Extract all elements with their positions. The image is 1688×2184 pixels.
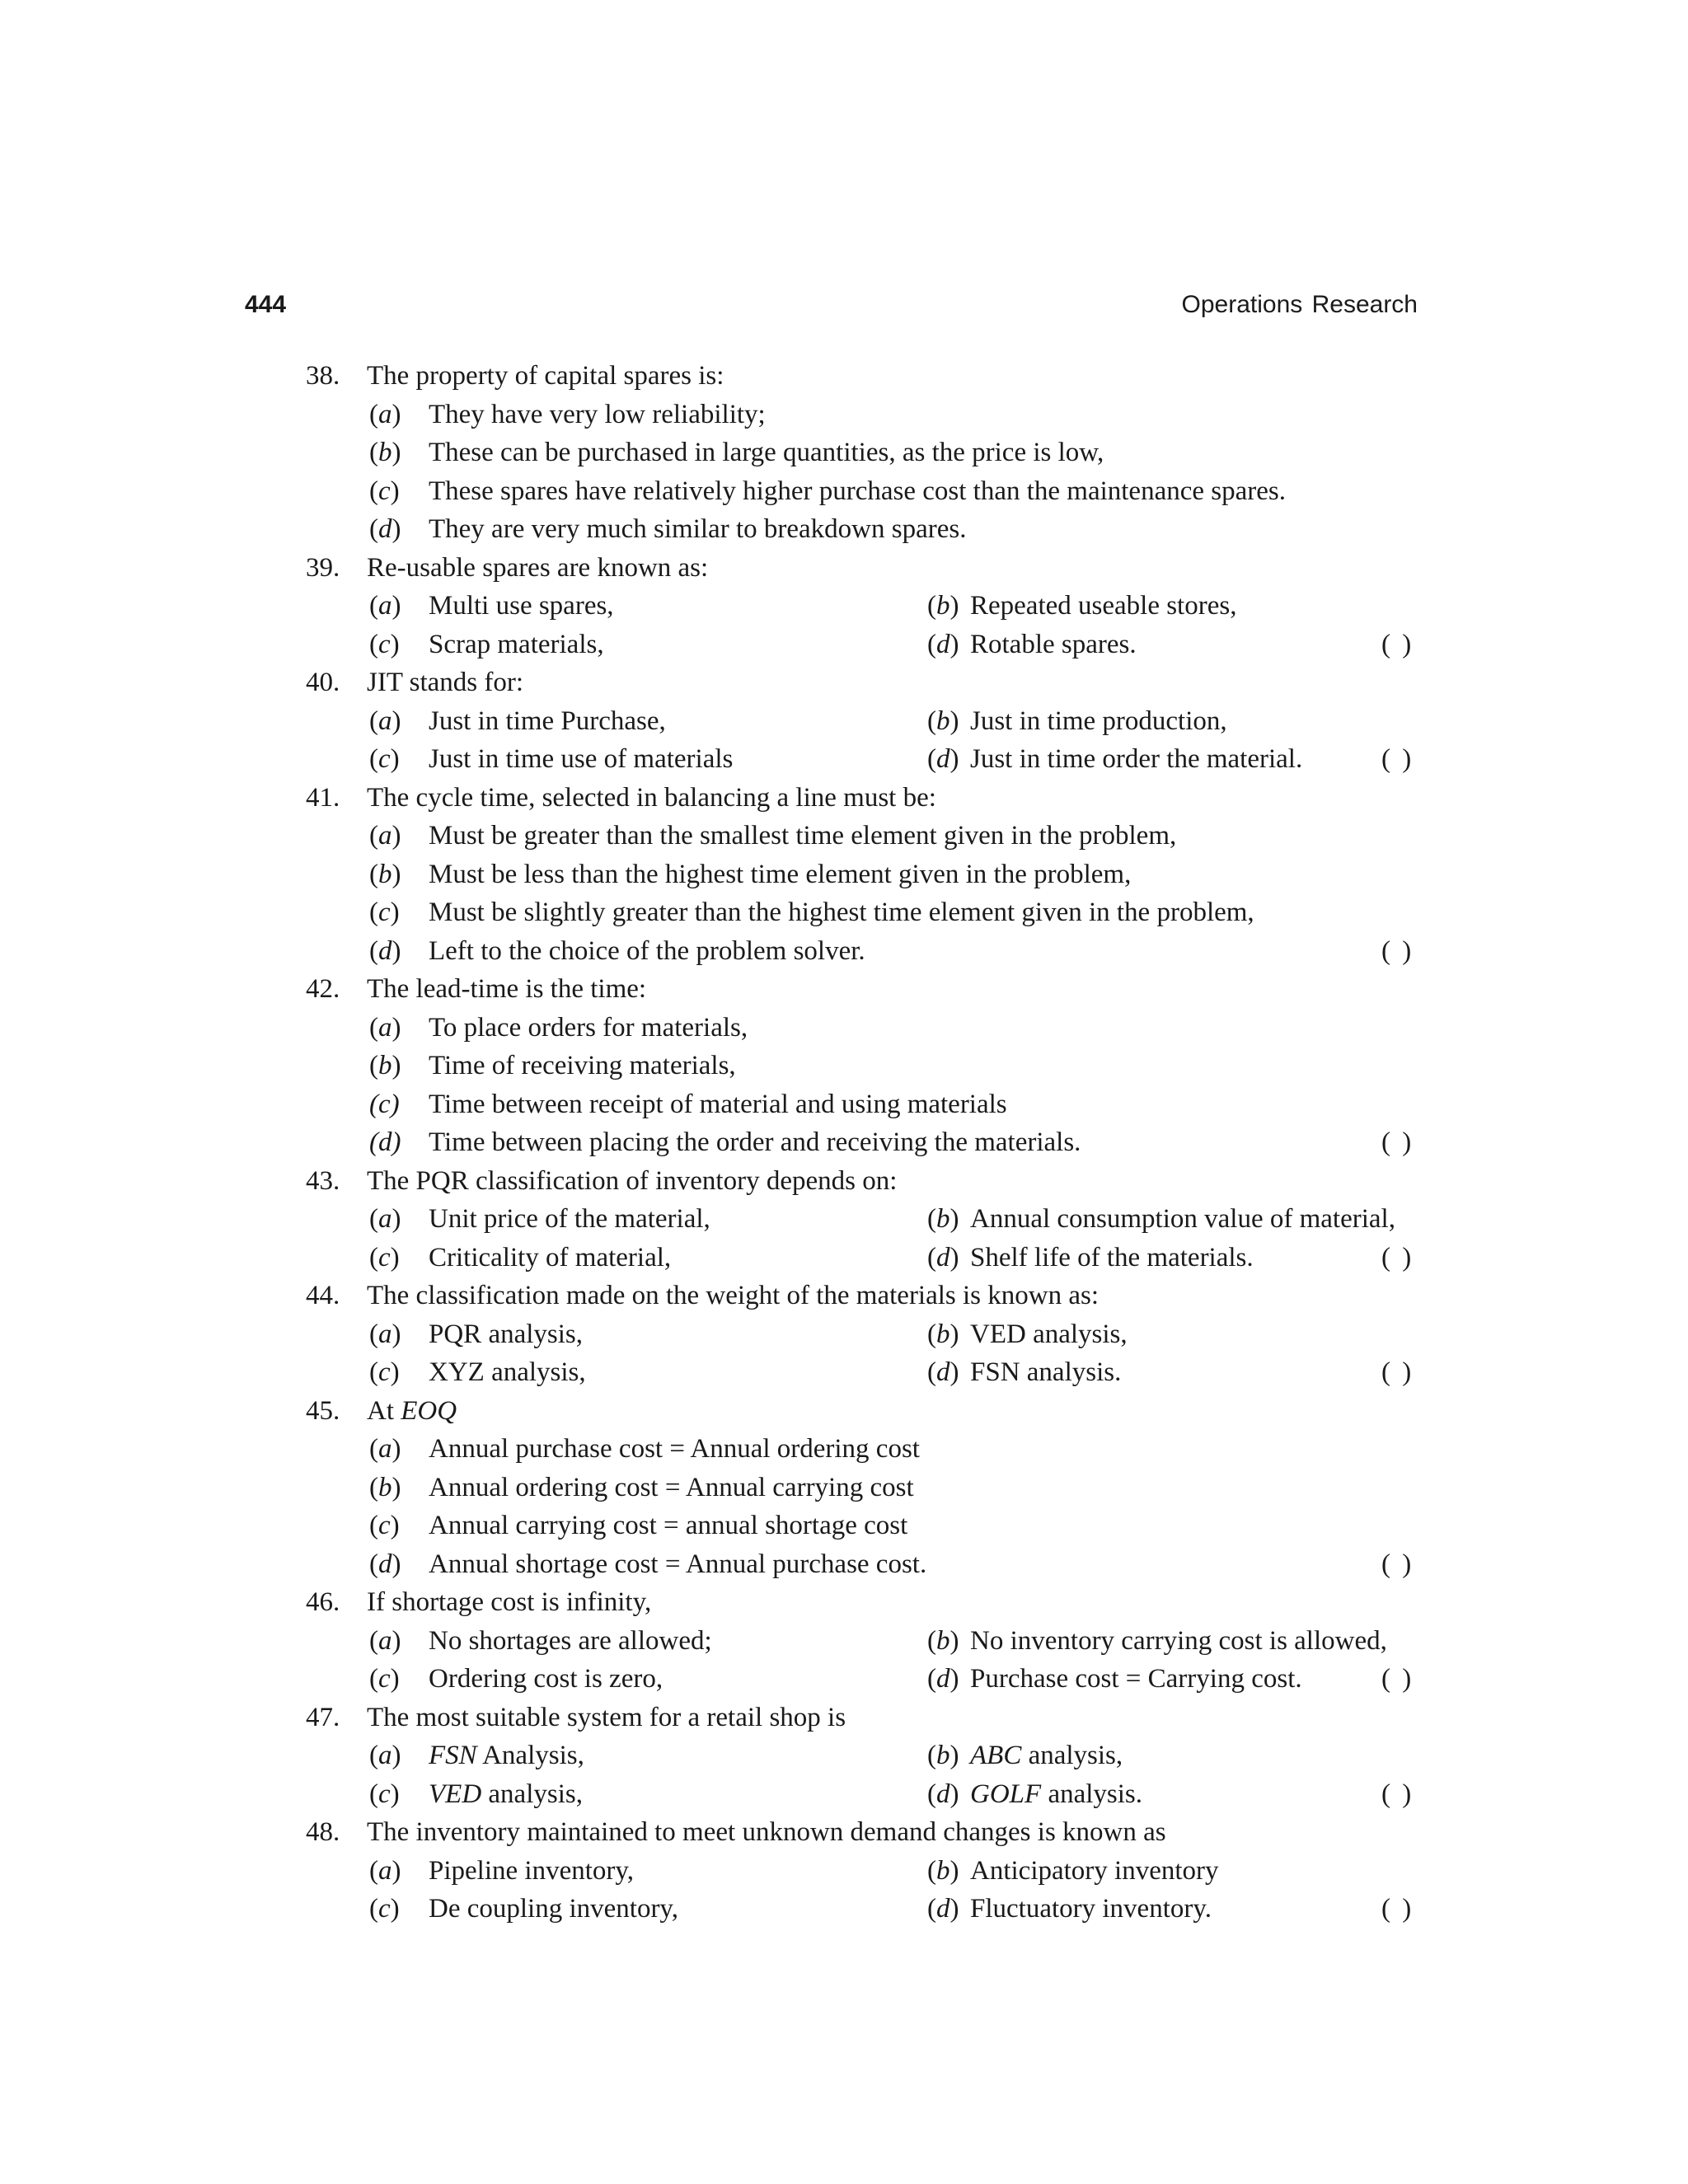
option-letter: (a)	[369, 1434, 401, 1464]
option-letter: (d)	[927, 1894, 959, 1924]
question-text: The PQR classification of inventory depends on:	[367, 1165, 898, 1196]
option-letter: (c)	[369, 1664, 400, 1694]
option-row	[0, 702, 1688, 741]
option-letter: (a)	[369, 821, 401, 851]
option-text: FSN analysis.	[970, 1357, 1122, 1387]
option-text: Annual consumption value of material,	[970, 1204, 1395, 1234]
option-letter: (c)	[369, 629, 400, 659]
question-text: The lead-time is the time:	[367, 974, 647, 1004]
option-row	[0, 1775, 1688, 1814]
option-text: VED analysis,	[970, 1319, 1128, 1349]
question-46	[0, 1583, 1688, 1622]
question-text: JIT stands for:	[367, 668, 524, 697]
question-text: At EOQ	[367, 1395, 457, 1426]
option-letter: (a)	[369, 399, 401, 429]
option-row	[0, 740, 1688, 779]
eoq-term: EOQ	[401, 1395, 457, 1426]
option-row	[0, 510, 1688, 549]
option-letter: (b)	[927, 705, 959, 736]
option-text: No shortages are allowed;	[429, 1625, 712, 1656]
option-row	[0, 1890, 1688, 1929]
question-39	[0, 549, 1688, 588]
option-text: To place orders for materials,	[429, 1012, 748, 1043]
question-text: The classification made on the weight of the materials is known as:	[367, 1281, 1100, 1310]
option-letter: (a)	[369, 591, 401, 621]
option-letter: (a)	[369, 1204, 401, 1234]
question-number: 42.	[306, 974, 340, 1004]
question-number: 39.	[306, 552, 340, 583]
option-row	[0, 587, 1688, 626]
question-text: The most suitable system for a retail shop is	[367, 1702, 846, 1732]
option-row	[0, 817, 1688, 855]
option-letter: (d)	[927, 1357, 959, 1387]
option-text: Anticipatory inventory	[970, 1855, 1219, 1886]
option-text: Pipeline inventory,	[429, 1855, 634, 1886]
option-letter: (a)	[369, 705, 401, 736]
option-text: Repeated useable stores,	[970, 591, 1237, 621]
option-text: Annual ordering cost = Annual carrying cost	[429, 1472, 914, 1502]
option-text: PQR analysis,	[429, 1319, 584, 1349]
question-40	[0, 663, 1688, 702]
page-number: 444	[245, 291, 287, 318]
question-text: The property of capital spares is:	[367, 361, 724, 391]
option-letter: (a)	[369, 1012, 401, 1043]
option-letter: (c)	[369, 1242, 400, 1272]
option-row	[0, 855, 1688, 894]
option-text: Time between placing the order and receiving the materials.	[429, 1127, 1081, 1157]
option-text: Must be less than the highest time element given in the problem,	[429, 859, 1132, 889]
option-row	[0, 1123, 1688, 1162]
option-row	[0, 1047, 1688, 1085]
option-text: Fluctuatory inventory.	[970, 1894, 1212, 1924]
option-text: They have very low reliability;	[429, 399, 766, 429]
option-letter: (b)	[927, 1625, 959, 1656]
option-letter: (c)	[369, 744, 400, 774]
question-43	[0, 1162, 1688, 1201]
option-letter: (c)	[369, 1357, 400, 1387]
option-letter: (b)	[369, 438, 401, 467]
option-row	[0, 1200, 1688, 1239]
option-text: Ordering cost is zero,	[429, 1664, 663, 1694]
option-row	[0, 932, 1688, 971]
question-number: 47.	[306, 1702, 340, 1732]
option-text: Just in time Purchase,	[429, 705, 666, 736]
question-42	[0, 970, 1688, 1009]
option-letter: (b)	[927, 591, 959, 621]
option-text: These spares have relatively higher purchase cost than the maintenance spares.	[429, 476, 1286, 506]
page-header	[245, 288, 1418, 321]
question-44	[0, 1277, 1688, 1315]
option-text: Time of receiving materials,	[429, 1051, 736, 1080]
option-row	[0, 1469, 1688, 1507]
option-letter: (a)	[369, 1741, 401, 1770]
question-number: 38.	[306, 361, 340, 391]
option-letter: (d)	[369, 1549, 401, 1579]
option-letter: (c)	[369, 1511, 400, 1540]
option-text: Annual shortage cost = Annual purchase cost.	[429, 1549, 927, 1579]
option-letter: (c)	[369, 1779, 400, 1809]
option-letter: (d)	[927, 1242, 959, 1272]
option-letter: (c)	[369, 476, 400, 506]
answer-box[interactable]: ( )	[1381, 1664, 1412, 1694]
option-row	[0, 1736, 1688, 1775]
option-row	[0, 893, 1688, 932]
answer-box[interactable]: ( )	[1381, 1549, 1412, 1579]
answer-box[interactable]: ( )	[1381, 1357, 1412, 1387]
option-text: Rotable spares.	[970, 629, 1137, 659]
question-number: 48.	[306, 1817, 340, 1847]
option-letter: (a)	[369, 1625, 401, 1656]
option-row	[0, 434, 1688, 472]
answer-box[interactable]: ( )	[1381, 1779, 1412, 1809]
option-text: ABC analysis,	[970, 1741, 1123, 1770]
option-text: Must be greater than the smallest time element given in the problem,	[429, 821, 1177, 851]
option-row	[0, 1353, 1688, 1392]
option-row	[0, 626, 1688, 664]
option-text: Criticality of material,	[429, 1242, 672, 1272]
option-letter: (d)	[927, 1664, 959, 1694]
option-text: Just in time use of materials	[429, 744, 734, 774]
option-text: Shelf life of the materials.	[970, 1242, 1254, 1272]
option-text: Left to the choice of the problem solver.	[429, 935, 865, 966]
option-letter: (d)	[927, 629, 959, 659]
option-text: Just in time production,	[970, 705, 1227, 736]
option-letter: (b)	[927, 1204, 959, 1234]
question-38	[0, 357, 1688, 396]
option-text: Multi use spares,	[429, 591, 614, 621]
option-text: Unit price of the material,	[429, 1204, 710, 1234]
option-letter: (b)	[369, 1051, 401, 1080]
answer-box[interactable]: ( )	[1381, 629, 1412, 659]
answer-box[interactable]: ( )	[1381, 1127, 1412, 1157]
question-number: 40.	[306, 668, 340, 697]
answer-box[interactable]: ( )	[1381, 1242, 1412, 1272]
option-text: Purchase cost = Carrying cost.	[970, 1664, 1302, 1694]
option-text: FSN Analysis,	[429, 1741, 584, 1770]
question-41	[0, 779, 1688, 818]
option-row	[0, 1009, 1688, 1047]
option-letter: (d)	[369, 1127, 401, 1157]
option-row	[0, 1085, 1688, 1124]
option-row	[0, 1622, 1688, 1661]
option-text: Just in time order the material.	[970, 744, 1303, 774]
option-text: VED analysis,	[429, 1779, 583, 1809]
option-text: Scrap materials,	[429, 629, 604, 659]
option-text: They are very much similar to breakdown spares.	[429, 514, 967, 544]
option-row	[0, 1315, 1688, 1354]
option-text: GOLF analysis.	[970, 1779, 1143, 1809]
option-text: Time between receipt of material and using materials	[429, 1089, 1007, 1119]
option-row	[0, 396, 1688, 434]
option-letter: (d)	[927, 744, 959, 774]
option-letter: (a)	[369, 1319, 401, 1349]
question-text: The inventory maintained to meet unknown demand changes is known as	[367, 1817, 1166, 1847]
option-letter: (d)	[369, 514, 401, 544]
answer-box[interactable]: ( )	[1381, 1894, 1412, 1924]
option-text: Annual purchase cost = Annual ordering cost	[429, 1434, 920, 1464]
question-text: The cycle time, selected in balancing a line must be:	[367, 782, 936, 813]
option-row	[0, 1430, 1688, 1469]
option-text: No inventory carrying cost is allowed,	[970, 1625, 1387, 1656]
option-letter: (b)	[927, 1319, 959, 1349]
answer-box[interactable]: ( )	[1381, 935, 1412, 966]
question-text: If shortage cost is infinity,	[367, 1587, 652, 1617]
option-row	[0, 1507, 1688, 1545]
question-number: 41.	[306, 782, 340, 813]
question-47	[0, 1699, 1688, 1737]
option-letter: (b)	[369, 859, 401, 889]
option-text: Annual carrying cost = annual shortage cost	[429, 1511, 908, 1540]
option-text: These can be purchased in large quantities, as the price is low,	[429, 438, 1104, 467]
option-letter: (d)	[927, 1779, 959, 1809]
option-letter: (c)	[369, 898, 400, 927]
question-number: 44.	[306, 1281, 340, 1310]
question-number: 43.	[306, 1165, 340, 1196]
running-title: Operations Research	[1181, 291, 1418, 318]
option-text: XYZ analysis,	[429, 1357, 586, 1387]
option-text: De coupling inventory,	[429, 1894, 679, 1924]
option-row	[0, 1852, 1688, 1891]
answer-box[interactable]: ( )	[1381, 744, 1412, 774]
option-letter: (c)	[369, 1894, 400, 1924]
option-letter: (b)	[369, 1472, 401, 1502]
question-number: 46.	[306, 1587, 340, 1617]
option-letter: (c)	[369, 1089, 400, 1119]
option-letter: (d)	[369, 935, 401, 966]
option-letter: (a)	[369, 1855, 401, 1886]
option-row	[0, 472, 1688, 511]
question-text: Re-usable spares are known as:	[367, 552, 709, 583]
option-row	[0, 1545, 1688, 1584]
question-48	[0, 1813, 1688, 1852]
question-list	[0, 357, 1688, 1929]
question-number: 45.	[306, 1395, 340, 1426]
option-text: Must be slightly greater than the highest time element given in the problem,	[429, 898, 1254, 927]
option-row	[0, 1239, 1688, 1277]
question-45	[0, 1392, 1688, 1431]
option-letter: (b)	[927, 1741, 959, 1770]
option-letter: (b)	[927, 1855, 959, 1886]
option-row	[0, 1660, 1688, 1699]
